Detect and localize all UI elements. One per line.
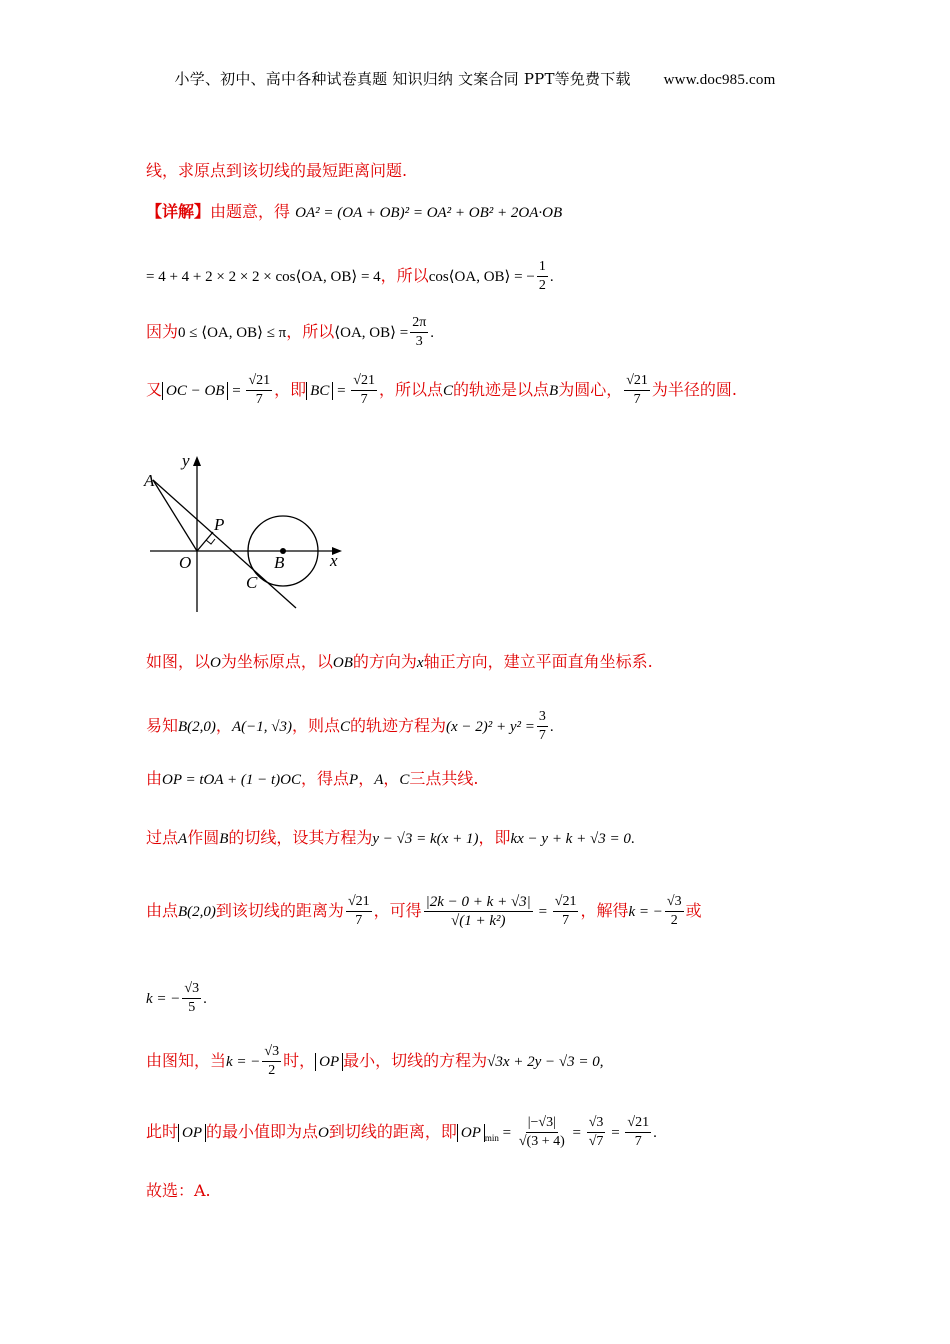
fraction-radius-2: $\frac{√21}{7}$ [353, 373, 375, 407]
fraction-radius-4: $\frac{√21}{7}$ [347, 894, 370, 928]
abs-op: OP [315, 1053, 343, 1071]
text-line-3: = 4 + 4 + 2 × 2 × 2 × cos⟨OA, OB⟩ = 4，所以cos⟨OA, OB⟩ = − $\frac{1}{2}$ . [146, 259, 554, 293]
text-line-1: 线，求原点到该切线的最短距离问题. [146, 161, 408, 180]
text-line-6: 如图，以O为坐标原点，以OB的方向为x轴正方向，建立平面直角坐标系. [146, 652, 653, 671]
label-y: y [182, 451, 190, 470]
header-text: 小学、初中、高中各种试卷真题 知识归纳 文案合同 PPT等免费下载 [174, 70, 631, 88]
text-line-7: 易知B(2,0)，A(−1, √3)，则点C的轨迹方程为(x − 2)² + y² = $\frac{3}{7}$ . [146, 709, 554, 743]
segment-op [197, 532, 213, 551]
label-p: P [214, 515, 225, 534]
text-line-5: 又 OC − OB = $\frac{√21}{7}$ ，即 BC = $\frac{√21}{7}$ ，所以点C的轨迹是以点B为圆心， $\frac{√21}{7}$ 为半径的圆. [146, 373, 737, 407]
equation-expansion: = 4 + 4 + 2 × 2 × 2 × cos⟨OA, OB⟩ = 4 [146, 269, 381, 285]
fraction-2pi-3: $\frac{2\pi}{3}$ [412, 315, 427, 349]
fraction-d2: $\frac{√3}{√7}$ [588, 1115, 604, 1149]
equation-cos: cos⟨OA, OB⟩ = − [428, 269, 535, 285]
page-header [0, 68, 950, 89]
fraction-half: $\frac{1}{2}$ [538, 259, 546, 293]
min-tangent-equation: √3x + 2y − √3 = 0 [487, 1054, 600, 1070]
text-line-2: 【详解】由题意，得 OA² = (OA + OB)² = OA² + OB² + 2OA·OB [146, 202, 563, 221]
equation-op: OP = tOA + (1 − t)OC [162, 772, 301, 788]
geometry-figure [140, 448, 360, 618]
abs-oc-ob: OC − OB [162, 382, 228, 400]
fraction-distance: $\frac{|2k - 0 + k + √3|}{\text{√(1 + k²)}}$ [425, 894, 531, 929]
locus-equation: (x − 2)² + y² = [446, 719, 535, 735]
abs-op-min: OP [457, 1124, 485, 1142]
equation-angle-range: 0 ≤ ⟨OA, OB⟩ ≤ π [178, 325, 287, 341]
text-line-10: 由点B(2,0)到该切线的距离为 $\frac{√21}{7}$ ，可得 $\frac{|2k - 0 + k + √3|}{\text{√(1 + k²)}}$ = $\frac{√21}{7}$ ，解得k = − $\frac{√3}{2}$ 或 [146, 894, 702, 929]
label-a: A [144, 471, 155, 490]
text-line-13: 此时 OP 的最小值即为点O到切线的距离，即 OP $_{min}$ = $\frac{|-√3|}{√(3 + 4)}$ = $\frac{√3}{√7}$ = $\frac{√21}{7}$ . [146, 1115, 657, 1149]
text-line-4: 因为0 ≤ ⟨OA, OB⟩ ≤ π，所以⟨OA, OB⟩ = $\frac{2\pi}{3}$ . [146, 315, 435, 349]
label-x: x [330, 551, 338, 570]
abs-bc: BC [306, 382, 333, 400]
point-a-coords: A(−1, √3) [231, 719, 292, 735]
right-angle-mark [206, 539, 215, 544]
fraction-radius-1: $\frac{√21}{7}$ [248, 373, 271, 407]
fraction-d1: $\frac{|-√3|}{√(3 + 4)}$ [518, 1115, 565, 1149]
fraction-radius-3: $\frac{√21}{7}$ [626, 373, 648, 407]
tangent-line [153, 480, 296, 608]
tangent-equation: y − √3 = k(x + 1) [372, 831, 479, 847]
label-c: C [246, 573, 258, 592]
y-axis-arrow [193, 456, 201, 466]
detail-label: 【详解】 [146, 202, 211, 221]
fraction-k1: $\frac{√3}{2}$ [666, 894, 682, 928]
text-line-11: k = − $\frac{√3}{5}$ . [146, 981, 207, 1015]
point-b-coords: B(2,0) [178, 719, 216, 735]
fraction-d3: $\frac{√21}{7}$ [627, 1115, 650, 1149]
tangent-general-equation: kx − y + k + √3 = 0 [510, 831, 631, 847]
answer-line: 故选：A. [146, 1181, 211, 1200]
text-line-8: 由OP = tOA + (1 − t)OC，得点P，A，C三点共线. [146, 769, 479, 788]
label-o: O [179, 553, 192, 572]
fraction-k1-b: $\frac{√3}{2}$ [264, 1044, 280, 1078]
text-line-12: 由图知，当k = − $\frac{√3}{2}$ 时， OP 最小，切线的方程为√3x + 2y − √3 = 0, [146, 1044, 604, 1078]
text-line-9: 过点A作圆B的切线，设其方程为y − √3 = k(x + 1)，即kx − y + k + √3 = 0. [146, 828, 635, 847]
fraction-radius-5: $\frac{√21}{7}$ [554, 894, 577, 928]
label-b: B [274, 553, 285, 572]
equation-angle: ⟨OA, OB⟩ = [334, 325, 409, 341]
segment-ao [153, 480, 197, 551]
header-site: www.doc985.com [663, 72, 776, 88]
equation-oa-squared: OA² = (OA + OB)² = OA² + OB² + 2OA·OB [295, 205, 563, 221]
fraction-3-7: $\frac{3}{7}$ [538, 709, 546, 743]
fraction-k2: $\frac{√3}{5}$ [184, 981, 200, 1015]
